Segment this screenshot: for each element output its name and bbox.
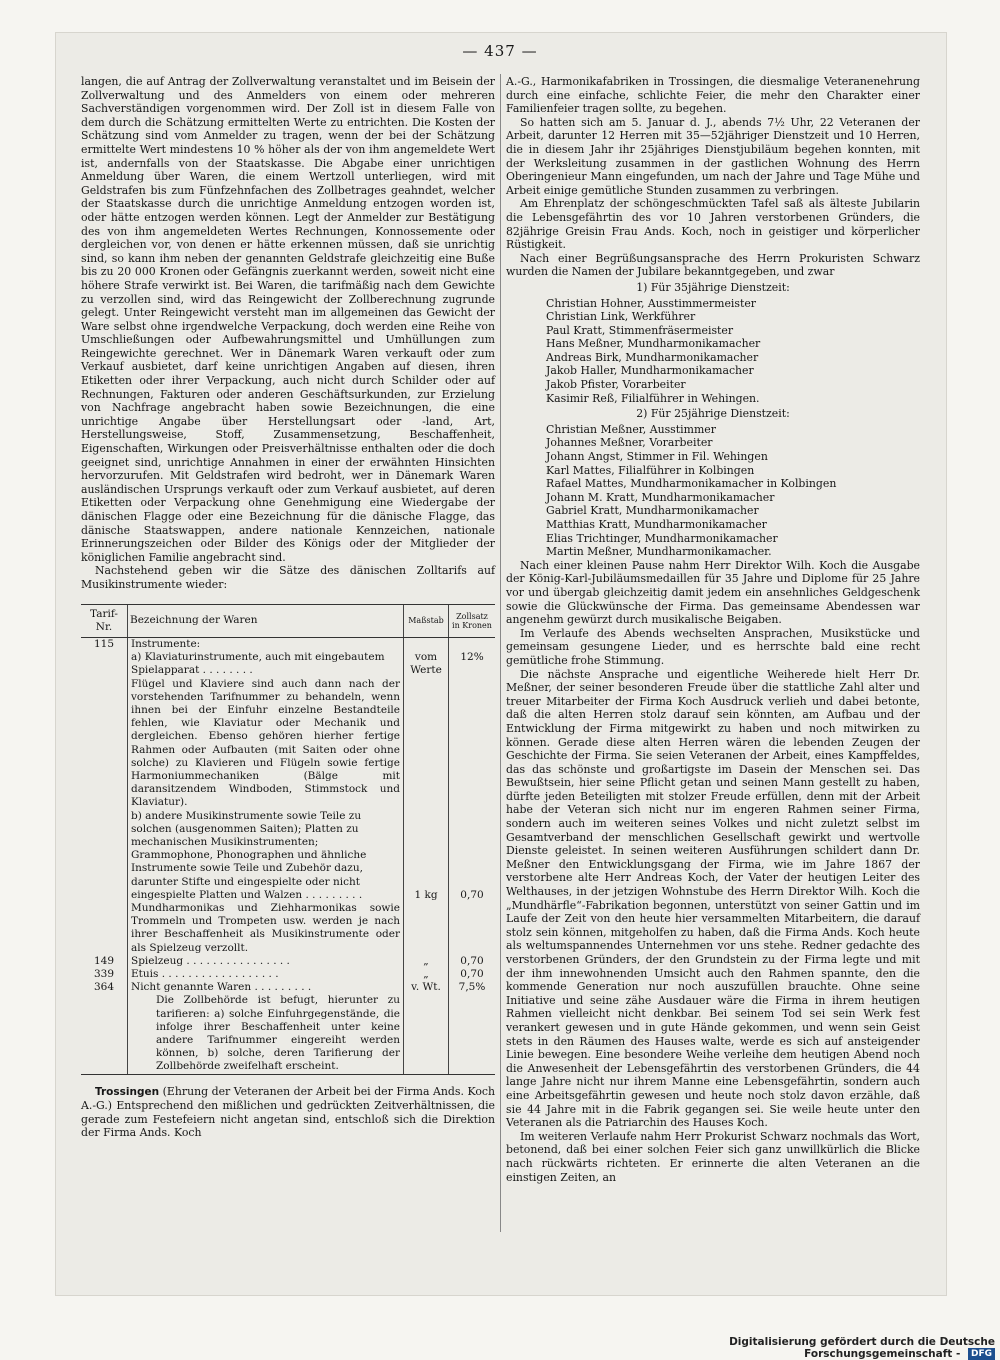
list-item: Johann Angst, Stimmer in Fil. Wehingen [546, 450, 768, 464]
article-paragraph: Am Ehrenplatz der schöngeschmückten Tafel saß als älteste Jubilarin die Lebensgefährtin des vor 10 Jahren verstorbenen Gründers, die 82jährige Greisin Frau Ands. Koch, noch in geistiger und körperlicher Rüstigkeit. [506, 197, 920, 252]
list-item: Christian Link, Werkführer [546, 310, 696, 324]
tariff-zollsatz: 12% [449, 651, 496, 677]
article-paragraph: So hatten sich am 5. Januar d. J., abends 7½ Uhr, 22 Veteranen der Arbeit, darunter 12 Herren mit 35—52jähriger Dienstzeit und 10 Herren, die in diesem Jahr ihr 25jähriges Dienstjubiläum begehen konnten, mit der Werksleitung zusammen in der gastlichen Wohnung des Herrn Oberingenieur Mann eingefunden, um nach der Jahre und Tage Mühe und Arbeit einige gemütliche Stunden zusammen zu verbringen. [506, 115, 920, 197]
article-paragraph: Nach einer Begrüßungsansprache des Herrn Prokuristen Schwarz wurden die Namen der Jubilare bekanntgegeben, und zwar [506, 251, 920, 279]
left-column [81, 75, 495, 1140]
list-item: Jakob Haller, Mundharmonikamacher [546, 364, 754, 378]
tarif-nr: 115 [93, 637, 115, 650]
tariff-description: Nicht genannte Waren . . . . . . . . . [128, 981, 404, 994]
header-massstab: Maßstab [404, 604, 449, 637]
page-number: — 437 — [462, 42, 538, 60]
tariff-note: Die Zollbehörde ist befugt, hierunter zu tarifieren: a) solche Einfuhrgegenstände, die infolge ihrer Beschaffenheit unter keine andere Tarifnummer eingereiht werden können, b) solche, deren Tarifierung der Zollbehörde zweifelhaft erscheint. [128, 994, 404, 1074]
list-item: Gabriel Kratt, Mundharmonikamacher [546, 504, 759, 518]
jubilar-list-25 [546, 423, 920, 559]
tariff-massstab: „ [404, 955, 449, 968]
jubilar-list-35 [546, 297, 920, 406]
table-row [81, 955, 495, 968]
list-item: Christian Hohner, Ausstimmermeister [546, 296, 757, 310]
tariff-zollsatz: 0,70 [449, 810, 496, 902]
tariff-intro: Nachstehend geben wir die Sätze des dänischen Zolltarifs auf Musikinstrumente wieder: [81, 564, 495, 591]
article-paragraph: Im weiteren Verlaufe nahm Herr Prokurist Schwarz nochmals das Wort, betonend, daß bei einer solchen Feier sich ganz unwillkürlich die Blicke nach rückwärts richteten. Er erinnerte die alten Veteranen an die einstigen Zeiten, an [506, 1129, 920, 1184]
table-row [81, 968, 495, 981]
list-item: Jakob Pfister, Vorarbeiter [546, 378, 686, 392]
tariff-description: Instrumente: [128, 637, 404, 651]
tariff-massstab: 1 kg [404, 810, 449, 902]
tarif-nr: 364 [93, 981, 115, 994]
digitization-footer [600, 1336, 995, 1360]
tariff-zollsatz: 0,70 [449, 968, 496, 981]
footer-text: Digitalisierung gefördert durch die Deutsche Forschungsgemeinschaft - [729, 1336, 995, 1360]
list-item: Christian Meßner, Ausstimmer [546, 422, 716, 436]
table-row [81, 902, 495, 955]
list-item: Martin Meßner, Mundharmonikamacher. [546, 545, 772, 559]
column-rule [500, 74, 501, 1232]
header-zollsatz: Zollsatz in Kronen [449, 604, 496, 637]
header-tarif-nr: Tarif-Nr. [81, 604, 128, 637]
tariff-description: Spielzeug . . . . . . . . . . . . . . . . [128, 955, 404, 968]
tariff-massstab: v. Wt. [404, 981, 449, 994]
tariff-table [81, 604, 495, 1075]
trossingen-heading: Trossingen [95, 1085, 160, 1098]
tarif-nr: 339 [93, 968, 115, 981]
tariff-note: Flügel und Klaviere sind auch dann nach der vorstehenden Tarifnummer zu behandeln, wenn ihnen bei der Einfuhr einzelne Bestandteile fehlen, wie Klaviatur oder Mechanik und dergleichen. Ebenso gehören hierher fertige Rahmen oder Aufbauten (mit Saiten oder ohne solche) zu Klavieren und Flügeln sowie fertige Harmoniummechaniken (Bälge mit daransitzendem Windboden, Stimmstock und Klaviatur). [128, 678, 404, 810]
tariff-description: a) Klaviaturinstrumente, auch mit eingebautem Spielapparat . . . . . . . . [128, 651, 404, 677]
article-paragraph: Im Verlaufe des Abends wechselten Ansprachen, Musikstücke und gemeinsam gesungene Lieder, und es herrschte bald eine recht gemütliche frohe Stimmung. [506, 626, 920, 667]
table-row [81, 637, 495, 651]
tariff-description: b) andere Musikinstrumente sowie Teile zu solchen (ausgenommen Saiten); Platten zu mechanischen Musikinstrumenten; Grammophone, Phonographen und ähnliche Instrumente sowie Teile und Zubehör dazu, darunter Stifte und eingespielte oder nicht eingespielte Platten und Walzen . . . . . . . . . [128, 810, 404, 902]
article-paragraph: Die nächste Ansprache und eigentliche Weiherede hielt Herr Dr. Meßner, der seiner besonderen Freude über die stattliche Zahl alter und treuer Mitarbeiter der Firma Koch Ausdruck verlieh und dabei betonte, daß die alten Herren stolz darauf sein könnten, am Aufbau und der Entwicklung der Firma mitgewirkt zu haben und noch mitwirken zu können. Gerade diese alten Herren wären die lebenden Zeugen der Geschichte der Firma. Sie seien Veteranen der Arbeit, eines Kampffeldes, das das schönste und großartigste im Dasein der Menschen sei. Das Bewußtsein, hier seine Pflicht getan und seinen Mann gestellt zu haben, dürfte jeden Beteiligten mit stolzer Freude erfüllen, denn mit der Arbeit habe der Veteran sich nicht nur im engeren Rahmen seiner Firma, sondern auch im weiteren seines Volkes und nicht zuletzt selbst im Gesamtverband der menschlichen Gesellschaft gewirkt und wertvolle Dienste geleistet. In seinen weiteren Ausführungen schildert dann Dr. Meßner den Entwicklungsgang der Firma, wie im Jahre 1867 der verstorbene alte Herr Andreas Koch, der Vater der heutigen Leiter des Welthauses, in der jetzigen Wohnstube des Herrn Direktor Wilh. Koch die „Mundhärfle“-Fabrikation begonnen, unterstützt von seiner Gattin und im Laufe der Zeit von den heute hier versammelten Mitarbeitern, die darauf stolz sein können, mitgeholfen zu haben, daß die Firma Ands. Koch heute als weltumspannendes Unternehmen vor uns stehe. Redner gedachte des verstorbenen Gründers, der den Grundstein zu der Firma legte und mit der ihm innewohnenden Umsicht auch den Rahmen spannte, den die kommende Generation nur noch auszufüllen brauchte. Ohne seine Initiative und seine zähe Ausdauer wäre die Firma in ihrem heutigen Rahmen vielleicht nicht denkbar. Bei seinem Tod sei sein Werk fest verankert gewesen und in gute Hände gekommen, und wenn sein Geist stets in den Räumen des Hauses walte, werde es sich auf ansteigender Linie bewegen. Eine besondere Weihe verleihe dem heutigen Abend noch die Anwesenheit der Lebensgefährtin des verstorbenen Gründers, die 44 lange Jahre nicht nur ihrem Manne eine Lebensgefährtin, sondern auch eine Arbeitsgefährtin gewesen und heute noch stolz davon erzähle, daß sie 44 Jahre mit in die Fabrik gegangen sei. Sie weile heute unter den Veteranen als die Patriarchin des Hauses Koch. [506, 667, 920, 1130]
tariff-massstab: vom Werte [404, 651, 449, 677]
trossingen-paragraph: Trossingen (Ehrung der Veteranen der Arbeit bei der Firma Ands. Koch A.-G.) Entsprechend den mißlichen und gedrückten Zeitverhältnissen, die gerade zum Festefeiern nicht angetan sind, entschloß sich die Direktion der Firma Ands. Koch [81, 1084, 495, 1140]
article-paragraph: Nach einer kleinen Pause nahm Herr Direktor Wilh. Koch die Ausgabe der König-Karl-Jubiläumsmedaillen für 35 Jahre und Diplome für 25 Jahre vor und übergab gleichzeitig damit jedem ein ansehnliches Geldgeschenk sowie die Glückwünsche der Firma. Das gemeinsame Abendessen war angenehm gewürzt durch musikalische Beigaben. [506, 558, 920, 627]
list-heading-25: 2) Für 25jährige Dienstzeit: [636, 407, 790, 421]
list-item: Paul Kratt, Stimmenfräsermeister [546, 323, 734, 337]
right-column [506, 75, 920, 1184]
dfg-logo: DFG [968, 1348, 995, 1360]
table-row [81, 678, 495, 810]
table-row [81, 810, 495, 902]
table-row [81, 981, 495, 994]
list-item: Rafael Mattes, Mundharmonikamacher in Kolbingen [546, 477, 837, 491]
list-item: Matthias Kratt, Mundharmonikamacher [546, 518, 767, 531]
list-item: Johann M. Kratt, Mundharmonikamacher [546, 490, 775, 504]
list-heading-35: 1) Für 35jährige Dienstzeit: [636, 280, 790, 294]
list-item: Andreas Birk, Mundharmonikamacher [546, 350, 759, 364]
tariff-description: Etuis . . . . . . . . . . . . . . . . . . [128, 968, 404, 981]
list-item: Elias Trichtinger, Mundharmonikamacher [546, 531, 778, 545]
tariff-massstab: „ [404, 968, 449, 981]
list-item: Hans Meßner, Mundharmonikamacher [546, 337, 761, 351]
list-item: Karl Mattes, Filialführer in Kolbingen [546, 463, 755, 477]
list-item: Kasimir Reß, Filialführer in Wehingen. [546, 391, 760, 405]
tariff-note: Mundharmonikas und Ziehharmonikas sowie Trommeln und Trompeten usw. werden je nach ihrer Beschaffenheit als Musikinstrumente oder als Spielzeug verzollt. [128, 902, 404, 955]
tarif-nr: 149 [93, 954, 115, 967]
article-paragraph: A.-G., Harmonikafabriken in Trossingen, die diesmalige Veteranenehrung durch eine einfache, schlichte Feier, die mehr den Charakter einer Familienfeier tragen sollte, zu begehen. [506, 75, 920, 116]
customs-paragraph: langen, die auf Antrag der Zollverwaltung veranstaltet und im Beisein der Zollverwaltung und des Anmelders von einem oder mehreren Sachverständigen vorgenommen wird. Der Zoll ist in diesem Falle von dem durch die Schätzung ermittelten Werte zu entrichten. Die Kosten der Schätzung sind vom Anmelder zu tragen, wenn der bei der Schätzung ermittelte Wert mindestens 10 % höher als der von ihm angemeldete Wert ist, andernfalls von der Staatskasse. Die Abgabe einer unrichtigen Anmeldung über Waren, die einem Wertzoll unterliegen, wird mit Geldstrafen bis zum Fünfzehnfachen des Zollbetrages geahndet, welcher der Staatskasse durch die unrichtige Anmeldung entzogen worden ist, oder hätte entzogen werden können. Legt der Anmelder zur Bestätigung des von ihm angemeldeten Wertes Rechnungen, Konnossemente oder dergleichen vor, von denen er hätte erkennen müssen, daß sie unrichtig sind, so kann ihm neben der genannten Geldstrafe gleichzeitig eine Buße bis zu 20 000 Kronen oder Gefängnis zuerkannt werden, soweit nicht eine höhere Strafe verwirkt ist. Bei Waren, die tarifmäßig nach dem Gewichte zu verzollen sind, wird das Reingewicht der Zollberechnung zugrunde gelegt. Unter Reingewicht versteht man im allgemeinen das Gewicht der Ware selbst ohne irgendwelche Verpackung, doch werden eine Reihe von Umschließungen oder Aufbewahrungsmittel und Umhüllungen zum Reingewichte gerechnet. Wer in Dänemark Waren verkauft oder zum Verkauf ausbietet, darf keine unrichtigen Angaben auf diesen, ihren Etiketten oder ihrer Verpackung, auch nicht durch Schilder oder auf Rechnungen, Fakturen oder anderen Geschäftsurkunden, zur Erzielung von Nachfrage angebracht haben sowie Bezeichnungen, die eine unrichtige Angabe über Herstellungsart oder -land, Art, Herstellungsweise, Stoff, Zusammensetzung, Beschaffenheit, Eigenschaften, Wirkungen oder Preisverhältnisse enthalten oder die doch geeignet sind, unrichtige Annahmen in einer der erwähnten Hinsichten hervorzurufen. Mit Geldstrafen wird bedroht, wer in Dänemark Waren ausländischen Ursprungs verkauft oder zum Verkauf ausbietet, auf deren Etiketten oder Verpackung ohne Genehmigung eine Wiedergabe der dänischen Flagge oder eine Bezeichnung für die dänische Flagge, das dänische Staatswappen, andere nationale Kennzeichen, nationale Erinnerungszeichen oder Bilder des Königs oder der Mitglieder der königlichen Familie angebracht sind. [81, 75, 495, 564]
list-item: Johannes Meßner, Vorarbeiter [546, 436, 713, 450]
header-bezeichnung: Bezeichnung der Waren [128, 604, 404, 637]
tariff-zollsatz: 7,5% [449, 981, 496, 994]
tariff-zollsatz: 0,70 [449, 955, 496, 968]
table-row [81, 651, 495, 677]
table-row [81, 994, 495, 1074]
tariff-header-row [81, 604, 495, 637]
